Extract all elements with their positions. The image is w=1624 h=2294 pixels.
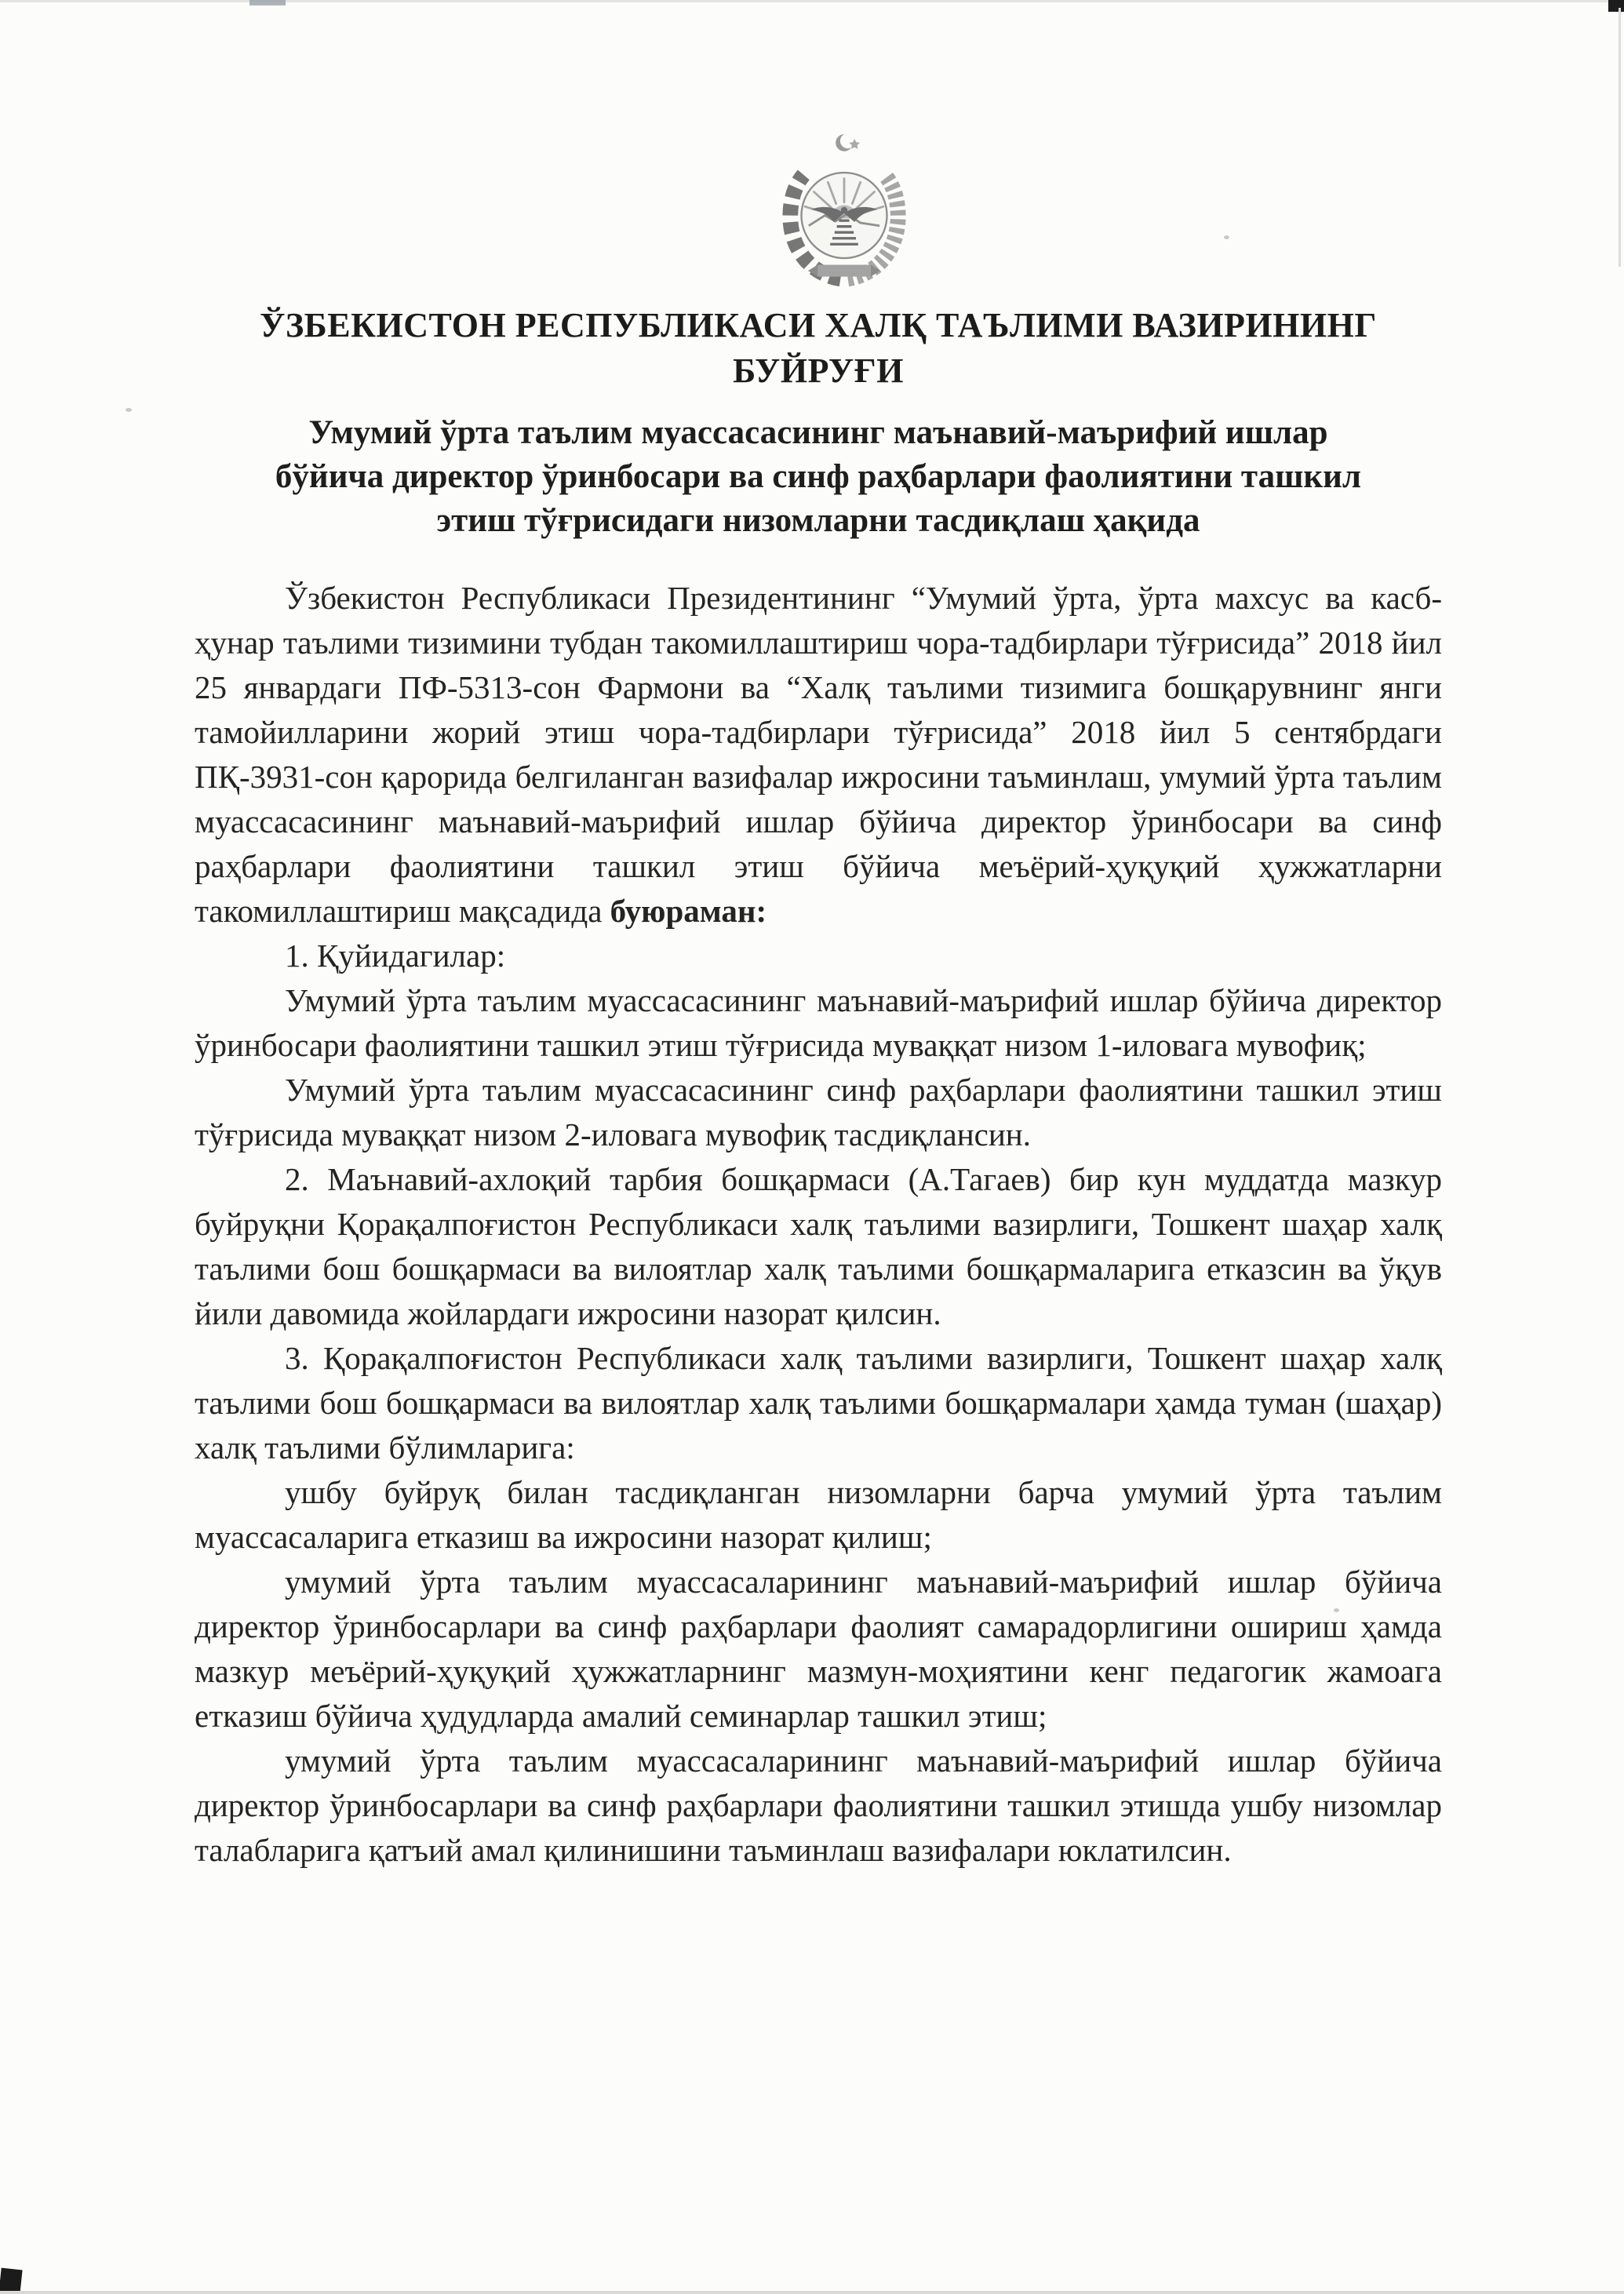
document-title-line1: ЎЗБЕКИСТОН РЕСПУБЛИКАСИ ХАЛҚ ТАЪЛИМИ ВАЗИРИНИНГ <box>260 306 1377 344</box>
paragraph-text: ушбу буйруқ билан тасдиқланган низомларни барча умумий ўрта таълим муассасаларига етказиш ва ижросини назорат қилиш; <box>195 1474 1442 1555</box>
paragraph <box>195 1068 1442 1157</box>
paragraph-bold-text: буюраман: <box>610 893 767 929</box>
subtitle-line: этиш тўғрисидаги низомларни тасдиқлаш ҳақида <box>436 502 1200 539</box>
paragraph-text: умумий ўрта таълим муассасаларининг маънавий-маърифий ишлар бўйича директор ўринбосарлари ва синф раҳбарлари фаолиятини ташкил этишда ушбу низомлар талабларига қатъий амал қилинишини таъминлаш вазифалари юклатилсин. <box>195 1742 1442 1868</box>
subtitle-line: Умумий ўрта таълим муассасасининг маънавий-маърифий ишлар <box>308 414 1328 451</box>
paragraph <box>195 1739 1442 1873</box>
document-body <box>195 576 1442 1873</box>
document-subtitle <box>195 411 1442 543</box>
paragraph <box>195 978 1442 1068</box>
paragraph-text: 3. Қорақалпоғистон Республикаси халқ таълими вазирлиги, Тошкент шаҳар халқ таълими бош бошқармаси ва вилоятлар халқ таълими бошқармалари ҳамда туман (шаҳар) халқ таълими бўлимларига: <box>195 1340 1442 1466</box>
scan-artifact <box>0 2268 23 2294</box>
paragraph <box>195 1336 1442 1470</box>
paragraph-text: Ўзбекистон Республикаси Президентининг “Умумий ўрта, ўрта махсус ва касб-ҳунар таълими тизимини тубдан такомиллаштириш чора-тадбирлари тўғрисида” 2018 йил 25 январдаги ПФ-5313-сон Фармони ва “Халқ таълими тизимига бошқарувнинг янги тамойилларини жорий этиш чора-тадбирлари тўғрисида” 2018 йил 5 сентябрдаги ПҚ-3931-сон қарорида белгиланган вазифалар ижросини таъминлаш, умумий ўрта таълим муассасасининг маънавий-маърифий ишлар бўйича директор ўринбосари ва синф раҳбарлари фаолиятини ташкил этиш бўйича меъёрий-ҳуқуқий ҳужжатларни такомиллаштириш мақсадида <box>195 580 1442 929</box>
scan-speck <box>126 408 132 412</box>
uzbekistan-state-emblem-icon <box>770 132 918 289</box>
scan-artifact <box>249 0 286 5</box>
subtitle-line: бўйича директор ўринбосари ва синф раҳбарлари фаолиятини ташкил <box>275 458 1362 495</box>
paragraph-text: Умумий ўрта таълим муассасасининг синф раҳбарлари фаолиятини ташкил этиш тўғрисида муваққат низом 2-иловага мувофиқ тасдиқлансин. <box>195 1072 1442 1152</box>
scan-edge-bottom <box>0 2291 1624 2294</box>
scan-edge-right <box>1619 8 1621 267</box>
paragraph <box>195 1560 1442 1739</box>
scan-edge-top <box>0 0 1624 2</box>
paragraph-text: умумий ўрта таълим муассасаларининг маънавий-маърифий ишлар бўйича директор ўринбосарлари ва синф раҳбарлари фаолият самарадорлигини ошириш ҳамда мазкур меъёрий-ҳуқуқий ҳужжатларнинг мазмун-моҳиятини кенг педагогик жамоага етказиш бўйича ҳудудларда амалий семинарлар ташкил этиш; <box>195 1564 1442 1734</box>
paragraph-text: 2. Маънавий-ахлоқий тарбия бошқармаси (А.Тагаев) бир кун муддатда мазкур буйруқни Қорақалпоғистон Республикаси халқ таълими вазирлиги, Тошкент шаҳар халқ таълими бош бошқармаси ва вилоятлар халқ таълими бошқармаларига етказсин ва ўқув йили давомида жойлардаги ижросини назорат қилсин. <box>195 1161 1442 1331</box>
document-title-line2: БУЙРУҒИ <box>733 351 904 390</box>
document-title <box>195 303 1442 394</box>
scan-speck <box>1224 235 1229 239</box>
paragraph <box>195 1470 1442 1560</box>
paragraph-text: Умумий ўрта таълим муассасасининг маънавий-маърифий ишлар бўйича директор ўринбосари фаолиятини ташкил этиш тўғрисида муваққат низом 1-иловага мувофиқ; <box>195 982 1442 1063</box>
scan-artifact <box>1608 0 1624 12</box>
paragraph <box>195 576 1442 934</box>
paragraph <box>195 934 1442 978</box>
paragraph-text: 1. Қуйидагилар: <box>285 938 506 974</box>
paragraph <box>195 1157 1442 1336</box>
